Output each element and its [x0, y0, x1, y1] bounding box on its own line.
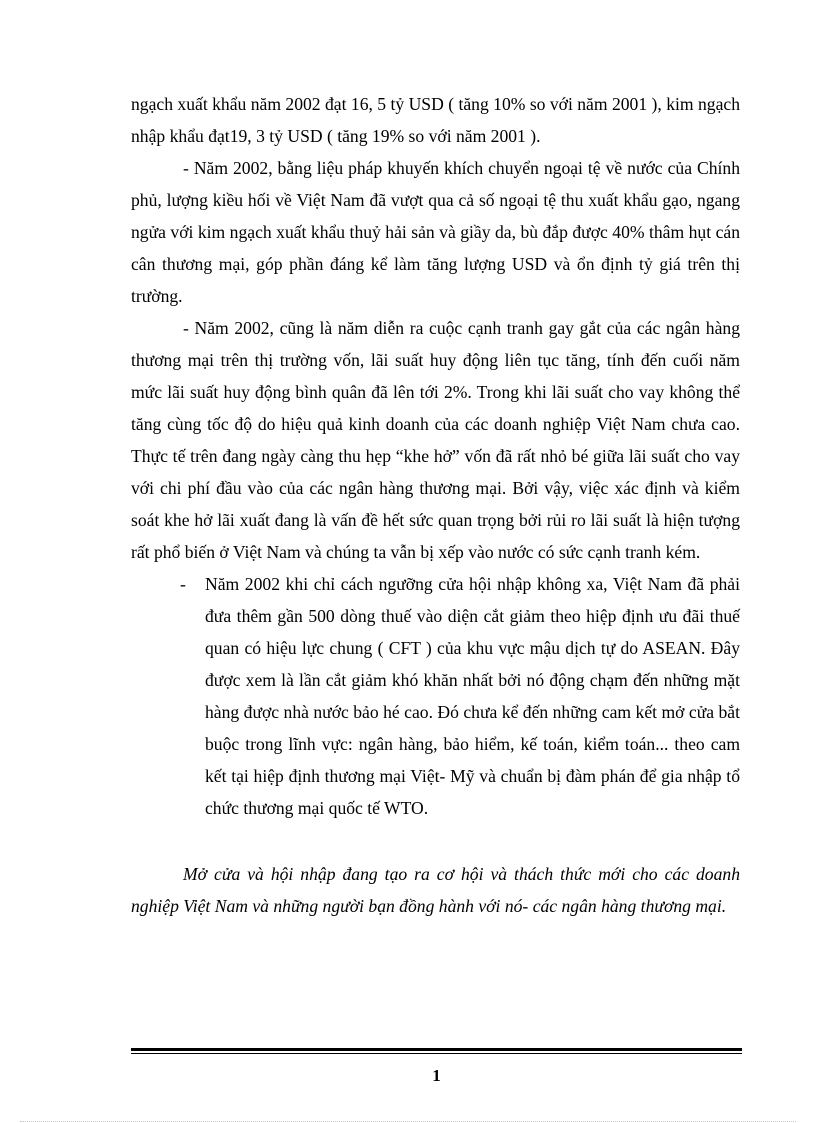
footer-rule-thick: [131, 1048, 742, 1051]
bullet-item-integration: [131, 568, 740, 824]
paragraph-export-import: ngạch xuất khẩu năm 2002 đạt 16, 5 tỷ USD ( tăng 10% so với năm 2001 ), kim ngạch nhập khẩu đạt19, 3 tỷ USD ( tăng 19% so với năm 2001 ).: [131, 94, 740, 146]
paragraph-interest-rates: - Năm 2002, cũng là năm diễn ra cuộc cạnh tranh gay gắt của các ngân hàng thương mại trên thị trường vốn, lãi suất huy động liên tục tăng, tính đến cuối năm mức lãi suất huy động bình quân đã lên tới 2%. Trong khi lãi suất cho vay không thể tăng cùng tốc độ do hiệu quả kinh doanh của các doanh nghiệp Việt Nam chưa cao. Thực tế trên đang ngày càng thu hẹp “khe hở” vốn đã rất nhỏ bé giữa lãi suất cho vay với chi phí đầu vào của các ngân hàng thương mại. Bởi vậy, việc xác định và kiểm soát khe hở lãi xuất đang là vấn đề hết sức quan trọng bởi rủi ro lãi suất là hiện tượng rất phổ biến ở Việt Nam và chúng ta vẫn bị xếp vào nước có sức cạnh tranh kém.: [131, 318, 740, 562]
footer-rule-thin: [131, 1053, 742, 1054]
paragraph-remittances: - Năm 2002, bằng liệu pháp khuyến khích chuyển ngoại tệ về nước của Chính phủ, lượng kiều hối về Việt Nam đã vượt qua cả số ngoại tệ thu xuất khẩu gạo, ngang ngửa với kim ngạch xuất khẩu thuỷ hải sản và giầy da, bù đắp được 40% thâm hụt cán cân thương mại, góp phần đáng kể làm tăng lượng USD và ổn định tỷ giá trên thị trường.: [131, 158, 740, 306]
bullet-dash: -: [180, 574, 186, 594]
document-body: [131, 88, 740, 922]
page-number: 1: [432, 1066, 441, 1085]
paragraph-conclusion-italic: Mở cửa và hội nhập đang tạo ra cơ hội và thách thức mới cho các doanh nghiệp Việt Nam và những người bạn đồng hành với nó- các ngân hàng thương mại.: [131, 864, 740, 916]
bullet-item-text: Năm 2002 khi chỉ cách ngưỡng cửa hội nhập không xa, Việt Nam đã phải đưa thêm gần 500 dòng thuế vào diện cắt giảm theo hiệp định ưu đãi thuế quan có hiệu lực chung ( CFT ) của khu vực mậu dịch tự do ASEAN. Đây được xem là lần cắt giảm khó khăn nhất bởi nó động chạm đến những mặt hàng được nhà nước bảo hé cao. Đó chưa kể đến những cam kết mở cửa bắt buộc trong lĩnh vực: ngân hàng, bảo hiểm, kế toán, kiểm toán... theo cam kết tại hiệp định thương mại Việt- Mỹ và chuẩn bị đàm phán để gia nhập tổ chức thương mại quốc tế WTO.: [205, 574, 740, 818]
page-bottom-dotted-border: [20, 1121, 796, 1122]
